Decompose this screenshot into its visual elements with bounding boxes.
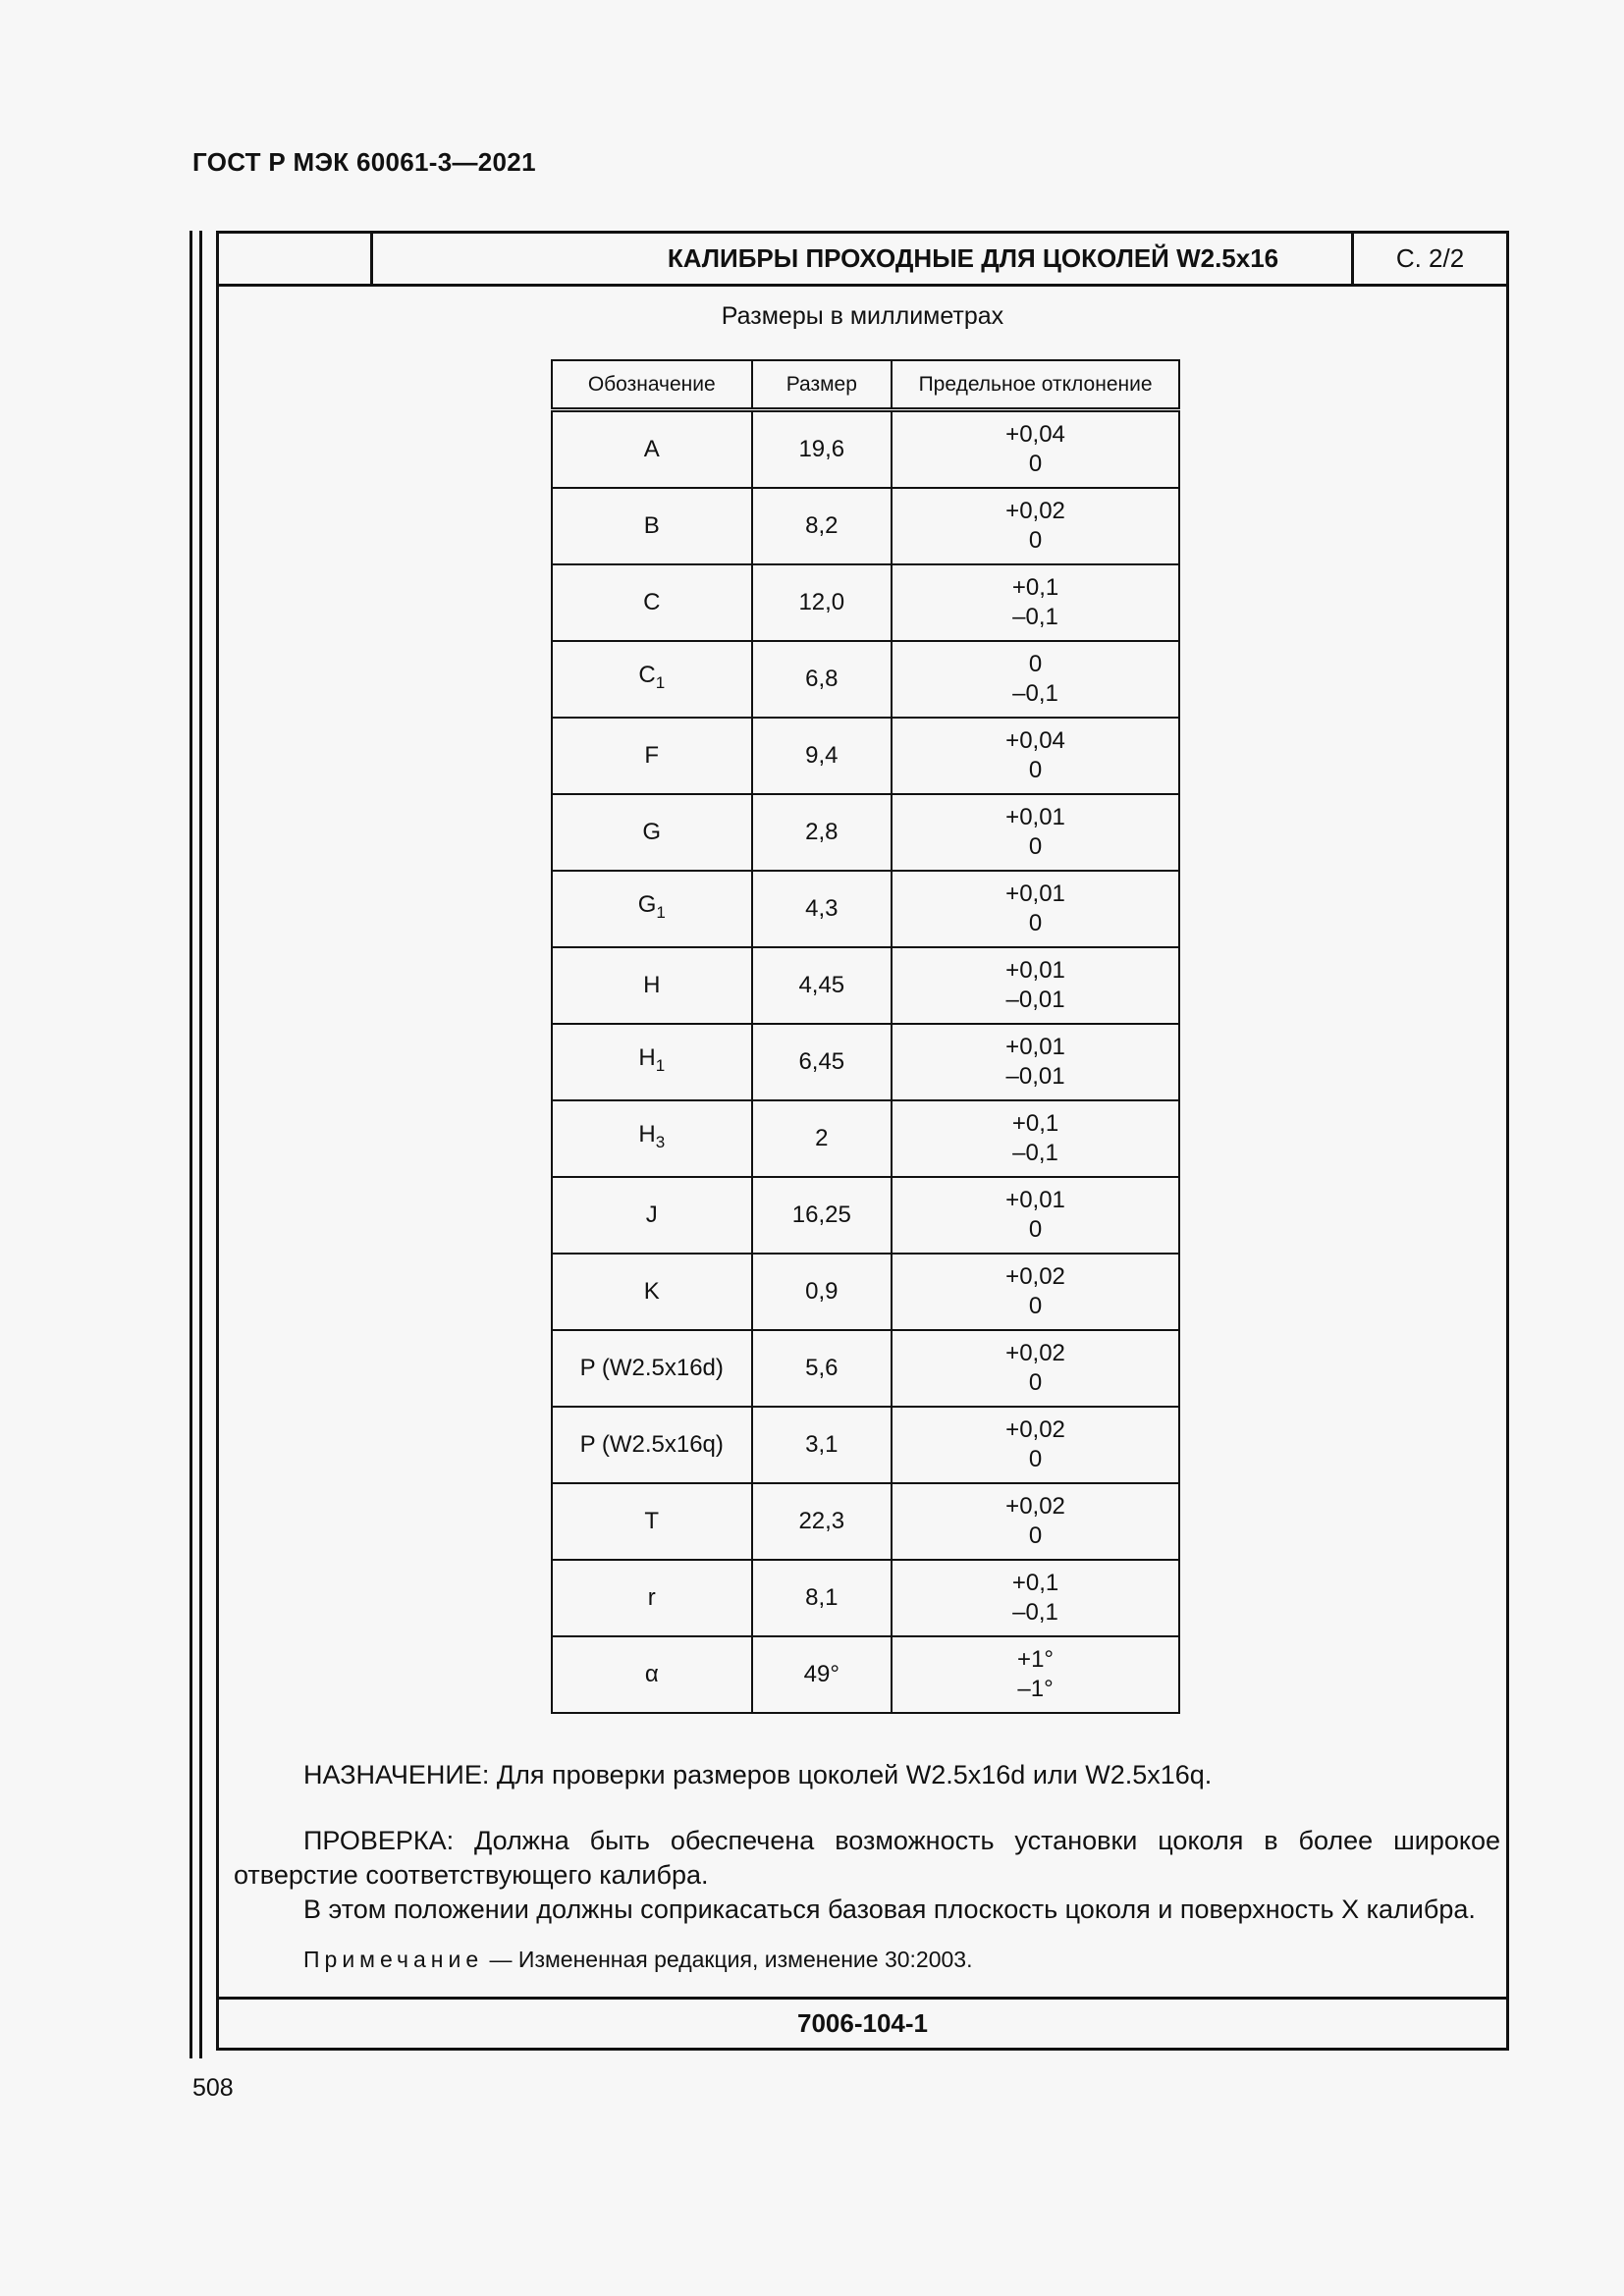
cell-deviation [892, 871, 1179, 947]
cell-symbol [552, 1330, 752, 1407]
symbol-text: P (W2.5x16q) [579, 1431, 724, 1458]
cell-size: 12,0 [752, 564, 893, 641]
cell-deviation [892, 1483, 1179, 1560]
cell-deviation [892, 1636, 1179, 1713]
cell-symbol [552, 794, 752, 871]
cell-size: 49° [752, 1636, 893, 1713]
table-row [552, 564, 1179, 641]
cell-symbol [552, 1024, 752, 1100]
check-section [234, 1824, 1500, 1927]
symbol-text: A [643, 436, 660, 462]
purpose-text: НАЗНАЧЕНИЕ: Для проверки размеров цоколей W2.5x16d или W2.5x16q. [303, 1760, 1213, 1789]
cell-deviation [892, 488, 1179, 564]
symbol-text: H [638, 1121, 656, 1148]
symbol-text: F [644, 742, 660, 769]
sheet-number: С. 2/2 [1351, 234, 1506, 284]
symbol-text: T [644, 1508, 660, 1534]
deviation-lower: 0 [1028, 1216, 1043, 1243]
cell-size: 3,1 [752, 1407, 893, 1483]
table-header-row [552, 360, 1179, 410]
column-header-symbol: Обозначение [552, 360, 752, 410]
deviation-upper: +0,02 [1005, 1340, 1065, 1366]
dimensions-table [551, 359, 1180, 1714]
table-row [552, 1407, 1179, 1483]
table-row [552, 641, 1179, 718]
symbol-subscript: 3 [655, 1133, 666, 1151]
cell-symbol [552, 1560, 752, 1636]
deviation-upper: +0,04 [1005, 727, 1065, 754]
cell-deviation [892, 564, 1179, 641]
cell-size: 6,8 [752, 641, 893, 718]
symbol-text: H [643, 972, 661, 998]
sheet-title: КАЛИБРЫ ПРОХОДНЫЕ ДЛЯ ЦОКОЛЕЙ W2.5x16 [667, 243, 1279, 273]
cell-deviation [892, 1560, 1179, 1636]
deviation-lower: 0 [1028, 1446, 1043, 1472]
cell-size: 6,45 [752, 1024, 893, 1100]
cell-size: 22,3 [752, 1483, 893, 1560]
table-row [552, 1254, 1179, 1330]
check-paragraph-position: В этом положении должны соприкасаться базовая плоскость цоколя и поверхность X калибра. [303, 1895, 1476, 1924]
cell-size: 16,25 [752, 1177, 893, 1254]
deviation-upper: +0,04 [1005, 421, 1065, 448]
deviation-upper: +0,02 [1005, 1493, 1065, 1520]
note-text: — Измененная редакция, изменение 30:2003. [483, 1947, 973, 1972]
cell-size: 19,6 [752, 410, 893, 489]
deviation-upper: +0,01 [1005, 881, 1065, 907]
deviation-lower: –0,1 [1012, 604, 1058, 630]
table-row [552, 410, 1179, 489]
deviation-lower: –0,01 [1005, 1063, 1065, 1090]
cell-symbol [552, 1254, 752, 1330]
cell-deviation [892, 1177, 1179, 1254]
deviation-lower: –0,1 [1012, 1140, 1058, 1166]
deviation-upper: +0,01 [1005, 1034, 1065, 1060]
symbol-text: G [642, 819, 662, 845]
symbol-text: B [643, 512, 660, 539]
cell-size: 8,1 [752, 1560, 893, 1636]
deviation-upper: +0,02 [1005, 1416, 1065, 1443]
deviation-lower: 0 [1028, 757, 1043, 783]
table-row [552, 1636, 1179, 1713]
cell-size: 4,3 [752, 871, 893, 947]
document-header: ГОСТ Р МЭК 60061-3—2021 [192, 147, 536, 177]
symbol-text: P (W2.5x16d) [579, 1355, 724, 1381]
cell-symbol [552, 1407, 752, 1483]
symbol-subscript: 1 [655, 673, 666, 692]
deviation-lower: 0 [1028, 1369, 1043, 1396]
deviation-lower: –0,01 [1005, 987, 1065, 1013]
cell-symbol [552, 488, 752, 564]
cell-size: 8,2 [752, 488, 893, 564]
cell-deviation [892, 641, 1179, 718]
table-row [552, 488, 1179, 564]
cell-deviation [892, 794, 1179, 871]
cell-size: 0,9 [752, 1254, 893, 1330]
cell-deviation [892, 410, 1179, 489]
symbol-text: K [643, 1278, 660, 1305]
table-row [552, 1177, 1179, 1254]
page-number: 508 [192, 2074, 234, 2102]
cell-symbol [552, 1636, 752, 1713]
cell-size: 4,45 [752, 947, 893, 1024]
cell-size: 9,4 [752, 718, 893, 794]
cell-symbol [552, 1483, 752, 1560]
deviation-upper: +0,1 [1011, 574, 1059, 601]
margin-rules [189, 231, 203, 2058]
table-row [552, 1100, 1179, 1177]
table-row [552, 1024, 1179, 1100]
cell-symbol [552, 410, 752, 489]
deviation-lower: –0,1 [1012, 680, 1058, 707]
deviation-upper: +0,02 [1005, 1263, 1065, 1290]
deviation-upper: +0,01 [1005, 804, 1065, 830]
title-bar [219, 234, 1506, 287]
table-row [552, 794, 1179, 871]
deviation-upper: +0,02 [1005, 498, 1065, 524]
cell-deviation [892, 1407, 1179, 1483]
deviation-lower: –0,1 [1012, 1599, 1058, 1626]
note-label: Примечание [303, 1947, 484, 1972]
symbol-text: G [637, 891, 657, 918]
cell-size: 2 [752, 1100, 893, 1177]
deviation-lower: –1° [1017, 1676, 1054, 1702]
symbol-text: C [643, 589, 661, 615]
cell-symbol [552, 641, 752, 718]
table-row [552, 947, 1179, 1024]
cell-symbol [552, 564, 752, 641]
deviation-lower: 0 [1028, 910, 1043, 936]
cell-symbol [552, 947, 752, 1024]
table-row [552, 1483, 1179, 1560]
deviation-lower: 0 [1028, 1522, 1043, 1549]
symbol-text: J [645, 1201, 658, 1228]
symbol-subscript: 1 [655, 1056, 666, 1075]
title-empty-cell [219, 234, 373, 284]
table-row [552, 1560, 1179, 1636]
cell-size: 5,6 [752, 1330, 893, 1407]
deviation-upper: 0 [1028, 651, 1043, 677]
deviation-lower: 0 [1028, 1293, 1043, 1319]
table-body [552, 410, 1179, 1714]
deviation-upper: +0,1 [1011, 1110, 1059, 1137]
deviation-lower: 0 [1028, 451, 1043, 477]
deviation-lower: 0 [1028, 833, 1043, 860]
deviation-upper: +0,01 [1005, 957, 1065, 984]
note [303, 1947, 973, 1973]
cell-symbol [552, 1100, 752, 1177]
deviation-upper: +0,01 [1005, 1187, 1065, 1213]
symbol-subscript: 1 [656, 903, 666, 922]
deviation-upper: +1° [1017, 1646, 1055, 1673]
units-caption: Размеры в миллиметрах [721, 302, 1004, 330]
cell-symbol [552, 871, 752, 947]
symbol-text: r [647, 1584, 656, 1611]
cell-deviation [892, 1330, 1179, 1407]
table-row [552, 1330, 1179, 1407]
deviation-lower: 0 [1028, 527, 1043, 554]
sheet-frame [216, 231, 1509, 2051]
cell-size: 2,8 [752, 794, 893, 871]
column-header-deviation: Предельное отклонение [892, 360, 1179, 410]
cell-deviation [892, 1024, 1179, 1100]
cell-deviation [892, 718, 1179, 794]
symbol-text: α [644, 1661, 659, 1687]
cell-deviation [892, 1254, 1179, 1330]
deviation-upper: +0,1 [1011, 1570, 1059, 1596]
sheet-code: 7006-104-1 [219, 1997, 1506, 2048]
check-paragraph: ПРОВЕРКА: Должна быть обеспечена возможность установки цоколя в более широкое отверстие соответствующего калибра. [234, 1826, 1500, 1890]
symbol-text: H [638, 1044, 656, 1071]
cell-symbol [552, 1177, 752, 1254]
table-row [552, 871, 1179, 947]
table-row [552, 718, 1179, 794]
cell-symbol [552, 718, 752, 794]
symbol-text: C [638, 662, 656, 688]
column-header-size: Размер [752, 360, 893, 410]
cell-deviation [892, 947, 1179, 1024]
cell-deviation [892, 1100, 1179, 1177]
